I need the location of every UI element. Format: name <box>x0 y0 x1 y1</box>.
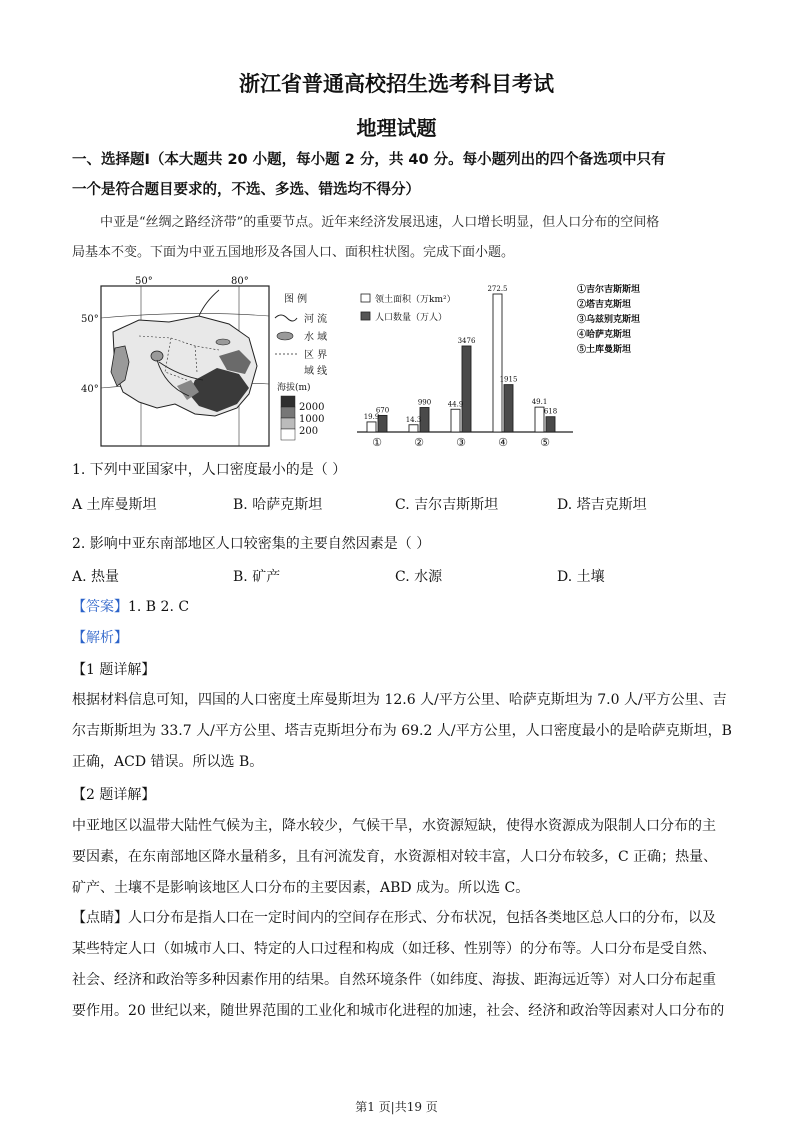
bar-area-5 <box>535 407 544 432</box>
page-title: 浙江省普通高校招生选考科目考试 <box>239 72 554 96</box>
question-2-stem: 2. 影响中亚东南部地区人口较密集的主要自然因素是（ ） <box>72 536 431 552</box>
page-footer: 第1 页|共19 页 <box>355 1100 438 1114</box>
label-population-2: 990 <box>417 398 432 407</box>
bar-area-4 <box>493 294 502 432</box>
q2-detail-label: 【2 题详解】 <box>72 787 156 803</box>
central-asia-map <box>81 276 327 446</box>
tip-line-2: 某些特定人口（如城市人口、特定的人口过程和构成（如迁移、性别等）的分布等。人口分布是受自然、 <box>72 941 716 957</box>
elevation-swatch-high <box>281 396 295 407</box>
label-area-2: 14.3 <box>405 415 422 424</box>
q2-option-c[interactable]: C. 水源 <box>395 569 443 585</box>
legend-population: 人口数量（万人） <box>375 313 448 323</box>
map-legend-water: 水 域 <box>304 332 328 343</box>
lat-label-50: 50° <box>81 314 99 325</box>
q1-detail-line-3: 正确，ACD 错误。所以选 B。 <box>72 754 264 770</box>
country-legend-item-3: ③乌兹别克斯坦 <box>577 315 641 325</box>
q2-option-a[interactable]: A. 热量 <box>72 569 120 585</box>
elevation-label-200: 200 <box>299 426 319 437</box>
category-label-3: ③ <box>456 436 466 449</box>
q2-detail-line-1: 中亚地区以温带大陆性气候为主，降水较少，气候干旱，水资源短缺，使得水资源成为限制人口分布的主 <box>72 818 716 834</box>
section-heading-line-1: 一、选择题Ⅰ（本大题共 20 小题，每小题 2 分，共 40 分。每小题列出的四个备选项中只有 <box>72 152 666 168</box>
label-population-4: 1915 <box>499 375 518 384</box>
map-legend-river: 河 流 <box>304 314 328 325</box>
tip-line-3: 社会、经济和政治等多种因素作用的结果。自然环境条件（如纬度、海拔、距海远近等）对人口分布起重 <box>72 972 716 988</box>
lon-label-50: 50° <box>135 276 153 287</box>
answer-line <box>72 597 722 617</box>
map-legend-boundary: 区 界 <box>304 350 328 361</box>
lat-label-40: 40° <box>81 384 99 395</box>
label-area-4: 272.5 <box>487 285 508 293</box>
legend-swatch-area <box>361 294 370 302</box>
label-area-1: 19.9 <box>363 412 380 421</box>
answer-label: 【答案】 <box>72 599 128 615</box>
map-legend-title: 图 例 <box>284 294 308 305</box>
intro-line-2: 局基本不变。下面为中亚五国地形及各国人口、面积柱状图。完成下面小题。 <box>72 245 515 260</box>
category-label-5: ⑤ <box>540 436 550 449</box>
q1-option-a[interactable]: A 土库曼斯坦 <box>72 497 157 513</box>
elevation-label-1000: 1000 <box>299 414 325 425</box>
q2-detail-line-2: 要因素，在东南部地区降水量稍多，且有河流发育，水资源相对较丰富，人口分布较多，C 正确；热量、 <box>72 849 718 865</box>
q2-option-d[interactable]: D. 土壤 <box>557 569 605 585</box>
category-label-1: ① <box>372 436 382 449</box>
river-legend-icon <box>275 315 297 321</box>
country-legend <box>577 283 640 355</box>
elevation-title: 海拔(m) <box>277 383 311 393</box>
bar-chart <box>357 283 640 449</box>
question-1-stem: 1. 下列中亚国家中，人口密度最小的是（ ） <box>72 462 347 478</box>
q1-option-b[interactable]: B. 哈萨克斯坦 <box>233 497 323 513</box>
elevation-swatch-low <box>281 418 295 429</box>
answer-text: 1. B 2. C <box>128 599 190 615</box>
country-legend-item-1: ①吉尔吉斯斯坦 <box>577 285 641 295</box>
bar-population-5 <box>546 417 555 432</box>
category-label-4: ④ <box>498 436 508 449</box>
page-subtitle: 地理试题 <box>356 116 437 140</box>
tip-line-1 <box>72 908 722 928</box>
label-area-3: 44.9 <box>447 400 464 409</box>
label-population-3: 3476 <box>457 337 476 345</box>
elevation-swatch-mid <box>281 407 295 418</box>
q1-option-d[interactable]: D. 塔吉克斯坦 <box>557 497 647 513</box>
lon-label-80: 80° <box>231 276 249 287</box>
label-area-5: 49.1 <box>531 398 548 407</box>
figure <box>81 276 699 456</box>
legend-swatch-population <box>361 312 370 320</box>
bar-population-3 <box>462 346 471 432</box>
country-legend-item-2: ②塔吉克斯坦 <box>577 300 632 310</box>
country-legend-item-5: ⑤土库曼斯坦 <box>577 345 632 355</box>
q2-detail-line-3: 矿产、土壤不是影响该地区人口分布的主要因素，ABD 成为。所以选 C。 <box>72 880 530 896</box>
analysis-label: 【解析】 <box>72 630 128 646</box>
label-population-1: 670 <box>375 406 390 415</box>
map-legend-domain: 域 线 <box>304 366 328 377</box>
category-label-2: ② <box>414 436 424 449</box>
bar-area-1 <box>367 422 376 432</box>
bar-area-3 <box>451 409 460 432</box>
bar-area-2 <box>409 425 418 432</box>
intro-line-1: 中亚是“丝绸之路经济带”的重要节点。近年来经济发展迅速，人口增长明显，但人口分布的空间格 <box>100 215 660 230</box>
tip-label: 【点睛】 <box>72 910 128 926</box>
water-legend-icon <box>277 332 293 340</box>
tip-line-4: 要作用。20 世纪以来，随世界范围的工业化和城市化进程的加速，社会、经济和政治等因素对人口分布的 <box>72 1003 725 1019</box>
q1-detail-line-2: 尔吉斯斯坦为 33.7 人/平方公里、塔吉克斯坦分布为 69.2 人/平方公里，人口密度最小的是哈萨克斯坦，B <box>72 723 732 739</box>
q1-detail-line-1: 根据材料信息可知，四国的人口密度土库曼斯坦为 12.6 人/平方公里、哈萨克斯坦为 7.0 人/平方公里、吉 <box>72 692 727 708</box>
bar-population-1 <box>378 415 387 432</box>
elevation-label-2000: 2000 <box>299 402 325 413</box>
q1-option-c[interactable]: C. 吉尔吉斯斯坦 <box>395 497 499 513</box>
elevation-swatch-lowest <box>281 429 295 440</box>
q1-detail-label: 【1 题详解】 <box>72 662 156 678</box>
bar-population-4 <box>504 385 513 432</box>
bar-population-2 <box>420 408 429 432</box>
tip-text-1: 人口分布是指人口在一定时间内的空间存在形式、分布状况，包括各类地区总人口的分布，以及 <box>128 910 716 926</box>
label-population-5: 618 <box>543 407 558 416</box>
section-heading-line-2: 一个是符合题目要求的，不选、多选、错选均不得分） <box>72 182 420 198</box>
q2-option-b[interactable]: B. 矿产 <box>233 569 281 585</box>
country-legend-item-4: ④哈萨克斯坦 <box>577 330 632 340</box>
legend-area: 领土面积（万km²） <box>375 295 456 305</box>
